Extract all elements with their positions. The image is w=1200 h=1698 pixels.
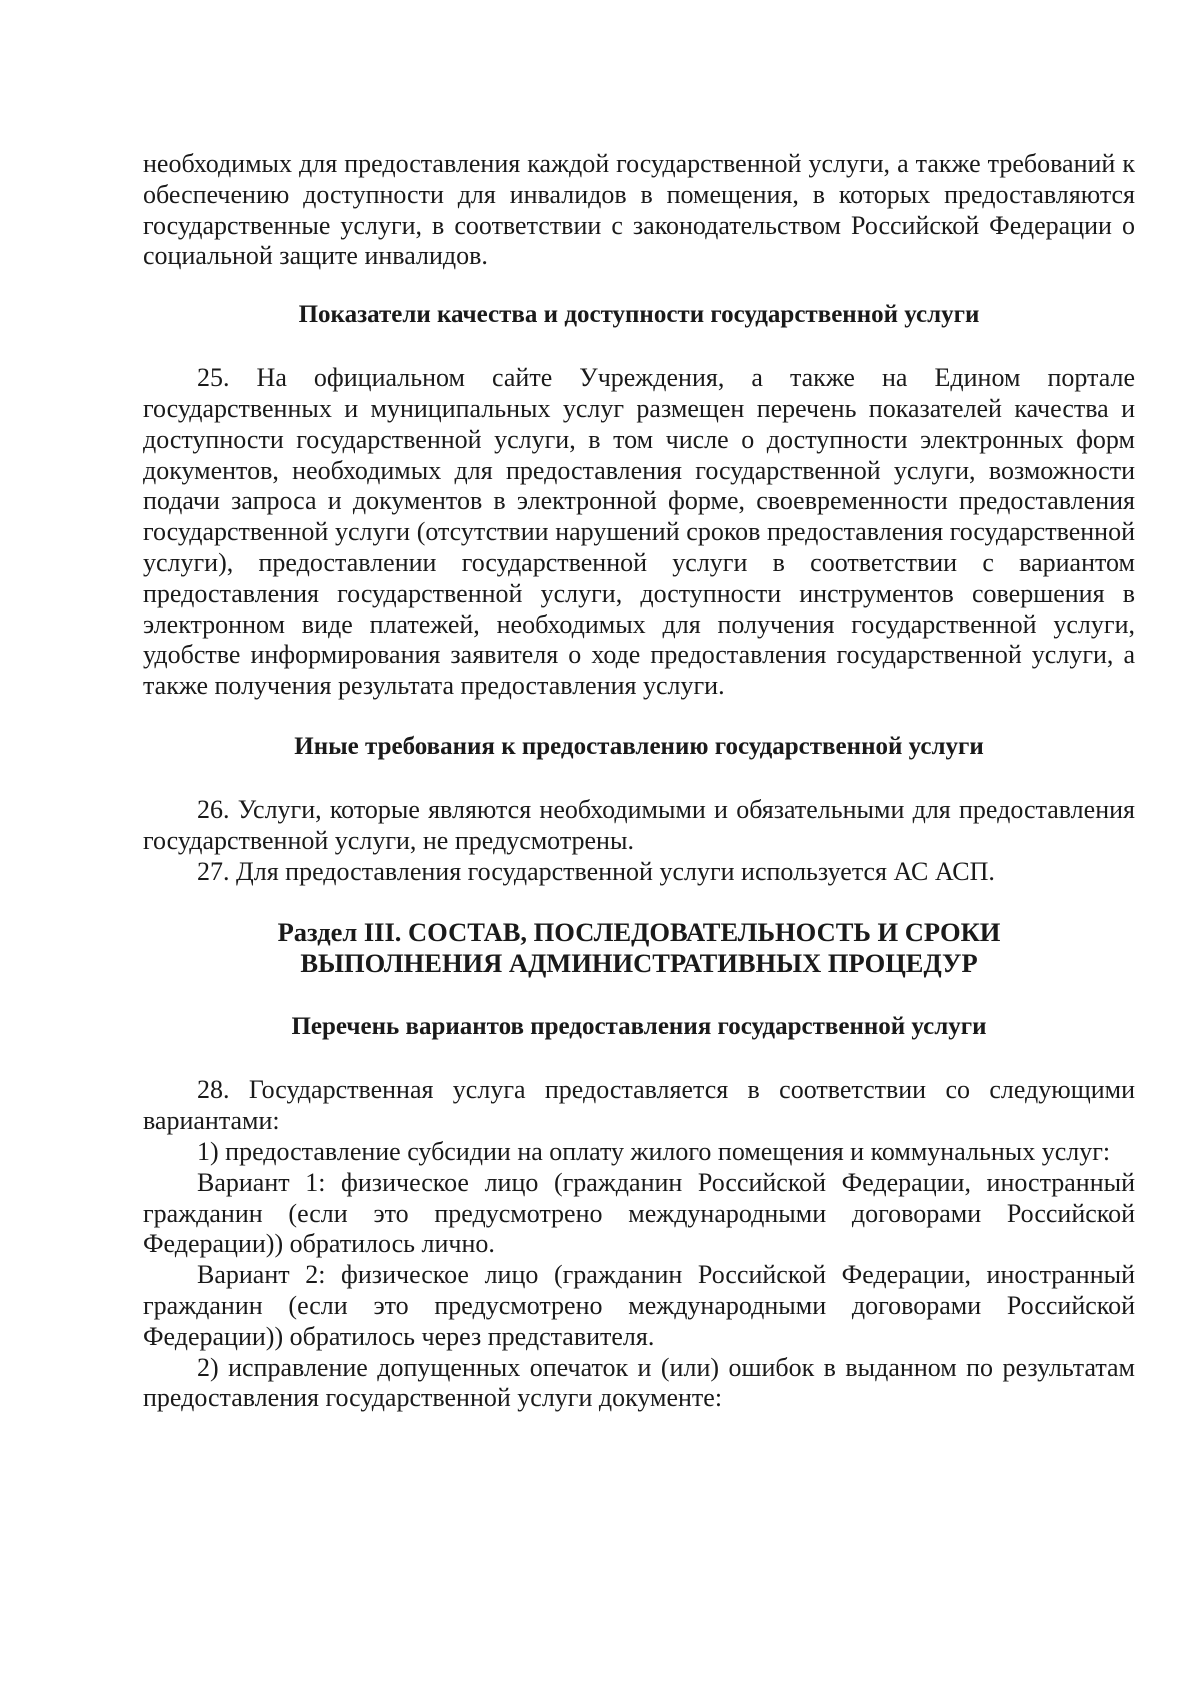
section-title-line-1: Раздел III. СОСТАВ, ПОСЛЕДОВАТЕЛЬНОСТЬ И СРОКИ bbox=[277, 917, 1001, 948]
paragraph-25: 25. На официальном сайте Учреждения, а также на Едином портале государственных и муниципальных услуг размещен перечень показателей качества и доступности государственной услуги, в том числе о доступности электронных форм документов, необходимых для предоставления государственной услуги, возможности подачи запроса и документов в электронной форме, своевременности предоставления государственной услуги (отсутствии нарушений сроков предоставления государственной услуги), предоставлении государственной услуги в соответствии с вариантом предоставления государственной услуги, доступности инструментов совершения в электронном виде платежей, необходимых для получения государственной услуги, удобстве информирования заявителя о ходе предоставления государственной услуги, а также получения результата предоставления услуги. bbox=[143, 363, 1135, 701]
variant-1: Вариант 1: физическое лицо (гражданин Российской Федерации, иностранный гражданин (если это предусмотрено международными договорами Российской Федерации)) обратилось лично. bbox=[143, 1167, 1135, 1259]
variant-2: Вариант 2: физическое лицо (гражданин Российской Федерации, иностранный гражданин (если это предусмотрено международными договорами Российской Федерации)) обратилось через представителя. bbox=[143, 1260, 1135, 1351]
document-page bbox=[143, 149, 1135, 1414]
paragraph-27: 27. Для предоставления государственной услуги используется АС АСП. bbox=[197, 856, 995, 886]
list-item-2: 2) исправление допущенных опечаток и (или) ошибок в выданном по результатам предоставления государственной услуги документе: bbox=[143, 1352, 1135, 1413]
heading-quality-indicators: Показатели качества и доступности государственной услуги bbox=[298, 301, 980, 329]
list-item-1: 1) предоставление субсидии на оплату жилого помещения и коммунальных услуг: bbox=[197, 1136, 1111, 1166]
section-title-line-2: ВЫПОЛНЕНИЯ АДМИНИСТРАТИВНЫХ ПРОЦЕДУР bbox=[300, 948, 978, 979]
paragraph-26: 26. Услуги, которые являются необходимыми и обязательными для предоставления государственной услуги, не предусмотрены. bbox=[143, 794, 1135, 855]
intro-paragraph: необходимых для предоставления каждой государственной услуги, а также требований к обеспечению доступности для инвалидов в помещения, в которых предоставляются государственные услуги, в соответствии с законодательством Российской Федерации о социальной защите инвалидов. bbox=[143, 149, 1135, 271]
heading-variants-list: Перечень вариантов предоставления государственной услуги bbox=[291, 1013, 987, 1041]
heading-other-requirements: Иные требования к предоставлению государственной услуги bbox=[294, 732, 984, 760]
section-title bbox=[143, 917, 1135, 979]
paragraph-28: 28. Государственная услуга предоставляется в соответствии со следующими вариантами: bbox=[143, 1075, 1135, 1136]
